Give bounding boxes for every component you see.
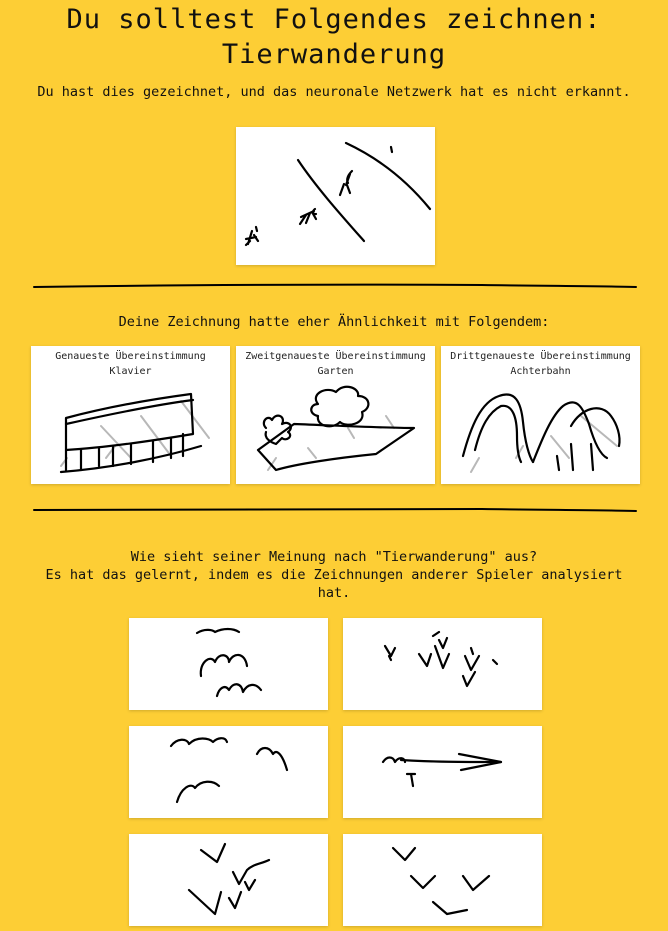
section-divider-2 <box>32 505 638 515</box>
example-drawing-5 <box>129 834 328 926</box>
user-drawing-card <box>236 127 435 265</box>
match-sketch-achterbahn <box>441 346 640 484</box>
section-divider-1 <box>32 281 638 291</box>
match-name-label: Achterbahn <box>510 366 571 377</box>
example-drawing-4 <box>343 726 542 818</box>
example-drawing-sketch <box>343 726 542 818</box>
example-drawing-sketch <box>129 726 328 818</box>
example-drawing-sketch <box>343 618 542 710</box>
match-card-1 <box>31 346 230 484</box>
explanation-line: Es hat das gelernt, indem es die Zeichnungen anderer Spieler analysiert <box>45 567 623 583</box>
match-rank-label: Genaueste Übereinstimmung <box>55 351 206 362</box>
example-drawing-1 <box>129 618 328 710</box>
match-sketch-klavier <box>31 346 230 484</box>
example-drawing-2 <box>343 618 542 710</box>
match-name-label: Klavier <box>109 366 152 377</box>
similarity-label: Deine Zeichnung hatte eher Ähnlichkeit mit Folgendem: <box>118 314 550 330</box>
example-drawing-sketch <box>129 834 328 926</box>
explanation-line: Wie sieht seiner Meinung nach "Tierwanderung" aus? <box>130 549 538 565</box>
prompt-title-line1: Du solltest Folgendes zeichnen: <box>66 4 602 35</box>
example-drawing-sketch <box>129 618 328 710</box>
match-rank-label: Drittgenaueste Übereinstimmung <box>450 351 631 362</box>
match-card-2 <box>236 346 435 484</box>
prompt-title <box>0 2 668 72</box>
example-drawing-6 <box>343 834 542 926</box>
not-recognized-message: Du hast dies gezeichnet, und das neuronale Netzwerk hat es nicht erkannt. <box>37 84 631 100</box>
learning-explanation <box>30 548 638 602</box>
example-drawing-3 <box>129 726 328 818</box>
example-drawing-sketch <box>343 834 542 926</box>
user-drawing-sketch <box>236 127 435 265</box>
match-name-label: Garten <box>317 366 354 377</box>
match-sketch-garten <box>236 346 435 484</box>
prompt-title-word: Tierwanderung <box>221 39 447 70</box>
match-card-3 <box>441 346 640 484</box>
explanation-line: hat. <box>317 585 351 601</box>
match-rank-label: Zweitgenaueste Übereinstimmung <box>245 351 426 362</box>
